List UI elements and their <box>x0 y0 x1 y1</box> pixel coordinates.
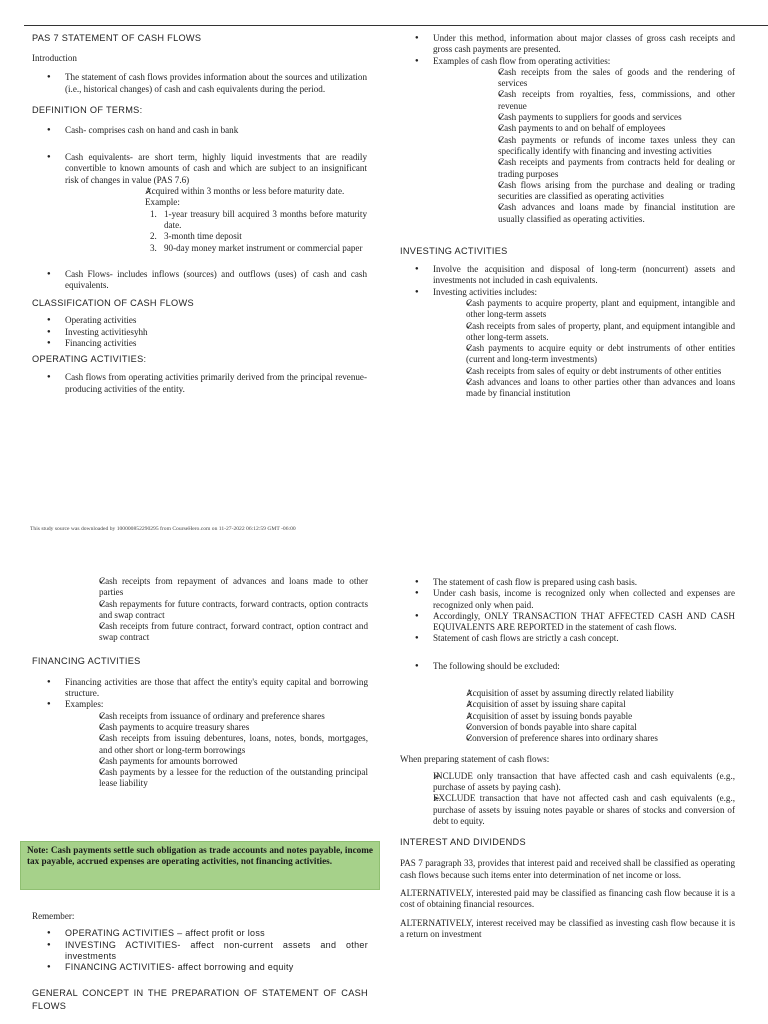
remember-operating: ● OPERATING ACTIVITIES – affect profit or loss <box>32 928 368 939</box>
note-callout: Note: Cash payments settle such obligation as trade accounts and notes payable, income tax payable, accrued expenses are operating activities, not financing activities. <box>20 841 380 890</box>
cash-basis-bullet-4: ● Statement of cash flows are strictly a cash concept. <box>400 633 735 644</box>
def-cash-equivalents: ● Cash equivalents- are short term, highly liquid investments that are readily convertible to known amounts of cash and which are subject to an insignificant risk of changes in value (PAS 7.6) <box>32 152 367 186</box>
inv-example-2: ✓ Cash receipts from sales of property, plant, and equipment intangible and other long-term assets. <box>450 321 735 344</box>
op-example-3: ✓ Cash payments to suppliers for goods and services <box>482 112 735 123</box>
class-item-operating: ● Operating activities <box>32 315 367 326</box>
op-example-2: ✓ Cash receipts from royalties, fess, commissions, and other revenue <box>482 89 735 112</box>
inv-example-8: ✓ Cash receipts from future contract, forward contract, option contract and swap contract <box>83 621 368 644</box>
example-item-1-text: 1-year treasury bill acquired 3 months before maturity date. <box>164 208 367 230</box>
financing-bullet-2: ● Examples: <box>32 699 368 710</box>
excluded-bullet: ● The following should be excluded: <box>400 661 735 672</box>
example-item-2: 2. 3-month time deposit <box>150 231 242 242</box>
inv-example-7: ✓ Cash repayments for future contracts, forward contracts, option contracts and swap contract <box>83 599 368 622</box>
cash-basis-bullet-2: ● Under cash basis, income is recognized only when collected and expenses are recognized only when paid. <box>400 588 735 611</box>
def-equiv-check: ✓ Acquired within 3 months or less before maturity date. <box>131 186 367 197</box>
def-cash: ● Cash- comprises cash on hand and cash in bank <box>32 125 367 136</box>
excluded-item-2: ✓ Acquisition of asset by issuing share capital <box>450 699 735 710</box>
fin-example-4: ✓ Cash payments for amounts borrowed <box>83 756 368 767</box>
example-label: Example: <box>145 197 180 208</box>
remember-financing: ● FINANCING ACTIVITIES- affect borrowing and equity <box>32 962 368 973</box>
inv-example-3: ✓ Cash payments to acquire equity or debt instruments of other entities (current and long-term investments) <box>450 343 735 366</box>
p1-right-column <box>400 33 735 400</box>
inv-example-1: ✓ Cash payments to acquire property, plant and equipment, intangible and other long-term assets <box>450 298 735 321</box>
op-example-7: ✓ Cash flows arising from the purchase and dealing or trading securities are classified as operating activities <box>482 180 735 203</box>
classification-heading: CLASSIFICATION OF CASH FLOWS <box>32 298 194 309</box>
include-rule: ➢ INCLUDE only transaction that have affected cash and cash equivalents (e.g., purchase of assets by paying cash). <box>417 771 735 794</box>
p2-right-column <box>400 577 735 940</box>
class-item-financing: ● Financing activities <box>32 338 367 349</box>
operating-bullet: ● Cash flows from operating activities primarily derived from the principal revenue-producing activities of the entity. <box>32 372 367 395</box>
method-bullet: ● Under this method, information about major classes of gross cash receipts and gross cash payments are presented. <box>400 33 735 56</box>
intro-heading: Introduction <box>32 53 77 63</box>
remember-investing: ● INVESTING ACTIVITIES- affect non-current assets and other investments <box>32 940 368 963</box>
interest-paragraph-3: ALTERNATIVELY, interest received may be classified as investing cash flow because it is a return on investment <box>400 917 735 939</box>
top-rule <box>24 25 768 26</box>
class-item-investing: ● Investing activitiesyhh <box>32 327 367 338</box>
inv-example-5: ✓ Cash advances and loans to other parties other than advances and loans made by financial institution <box>450 377 735 400</box>
op-example-8: ✓ Cash advances and loans made by financial institution are usually classified as operating activities. <box>482 202 735 225</box>
interest-paragraph-1: PAS 7 paragraph 33, provides that interest paid and received shall be classified as operating cash flows because such items enter into determination of net income or loss. <box>400 858 735 880</box>
fin-example-2: ✓ Cash payments to acquire treasury shares <box>83 722 368 733</box>
excluded-item-1: ✓ Acquisition of asset by assuming directly related liability <box>450 688 735 699</box>
op-example-6: ✓ Cash receipts and payments from contracts held for dealing or trading purposes <box>482 157 735 180</box>
def-cash-flows: ● Cash Flows- includes inflows (sources) and outflows (uses) of cash and cash equivalents. <box>32 269 367 292</box>
cash-basis-bullet-3: ● Accordingly, ONLY TRANSACTION THAT AFFECTED CASH AND CASH EQUIVALENTS ARE REPORTED in the statement of cash flows. <box>400 611 735 634</box>
fin-example-5: ✓ Cash payments by a lessee for the reduction of the outstanding principal lease liability <box>83 767 368 790</box>
examples-bullet: ● Examples of cash flow from operating activities: <box>400 56 735 67</box>
op-example-5: ✓ Cash payments or refunds of income taxes unless they can specifically identify with financing and investing activities <box>482 135 735 158</box>
inv-example-6: ✓ Cash receipts from repayment of advances and loans made to other parties <box>83 576 368 599</box>
op-example-4: ✓ Cash payments to and on behalf of employees <box>482 123 735 134</box>
p2-left-lower <box>32 911 368 1013</box>
inv-example-4: ✓ Cash receipts from sales of equity or debt instruments of other entities <box>450 366 735 377</box>
exclude-rule: ➢ EXCLUDE transaction that have not affected cash and cash equivalents (e.g., purchase of assets by issuing notes payable or shares of stocks and conversion of debt to equity. <box>417 793 735 827</box>
excluded-item-5: ✓ Conversion of preference shares into ordinary shares <box>450 733 735 744</box>
download-footer: This study source was downloaded by 100000852290295 from CourseHero.com on 11-27-2022 06:12:59 GMT -06:00 <box>30 526 296 532</box>
investing-bullet-2: ● Investing activities includes: <box>400 287 735 298</box>
interest-paragraph-2: ALTERNATIVELY, interested paid may be classified as financing cash flow because it is a cost of obtaining financial resources. <box>400 887 735 910</box>
remember-label: Remember: <box>32 911 75 921</box>
investing-heading: INVESTING ACTIVITIES <box>400 246 508 257</box>
example-item-3: 3. 90-day money market instrument or commercial paper <box>150 242 363 253</box>
general-concept-heading: GENERAL CONCEPT IN THE PREPARATION OF STATEMENT OF CASH FLOWS <box>32 988 368 1012</box>
document-title: PAS 7 STATEMENT OF CASH FLOWS <box>32 33 202 43</box>
financing-bullet-1: ● Financing activities are those that affect the entity's equity capital and borrowing structure. <box>32 677 368 700</box>
operating-heading: OPERATING ACTIVITIES: <box>32 354 147 365</box>
interest-dividends-heading: INTEREST AND DIVIDENDS <box>400 837 526 848</box>
definitions-heading: DEFINITION OF TERMS: <box>32 104 143 115</box>
financing-heading: FINANCING ACTIVITIES <box>32 655 141 666</box>
fin-example-3: ✓ Cash receipts from issuing debentures, loans, notes, bonds, mortgages, and other short or long-term borrowings <box>83 733 368 756</box>
example-item-1: 1. 1-year treasury bill acquired 3 months before maturity date. <box>150 208 367 230</box>
cash-basis-bullet-1: ● The statement of cash flow is prepared using cash basis. <box>400 577 735 588</box>
example-item-3-text: 90-day money market instrument or commercial paper <box>164 242 363 253</box>
p2-left-column <box>32 576 368 790</box>
excluded-item-4: ✓ Conversion of bonds payable into share capital <box>450 722 735 733</box>
p1-left-column <box>32 32 367 395</box>
intro-bullet: ● The statement of cash flows provides information about the sources and utilization (i.e., historical changes) of cash and cash equivalents during the period. <box>32 72 367 95</box>
op-example-1: ✓ Cash receipts from the sales of goods and the rendering of services <box>482 67 735 90</box>
example-item-2-text: 3-month time deposit <box>164 231 242 242</box>
when-preparing-label: When preparing statement of cash flows: <box>400 753 550 764</box>
fin-example-1: ✓ Cash receipts from issuance of ordinary and preference shares <box>83 711 368 722</box>
excluded-item-3: ✓ Acquisition of asset by issuing bonds payable <box>450 711 735 722</box>
investing-bullet-1: ● Involve the acquisition and disposal of long-term (noncurrent) assets and investments not included in cash equivalents. <box>400 264 735 287</box>
